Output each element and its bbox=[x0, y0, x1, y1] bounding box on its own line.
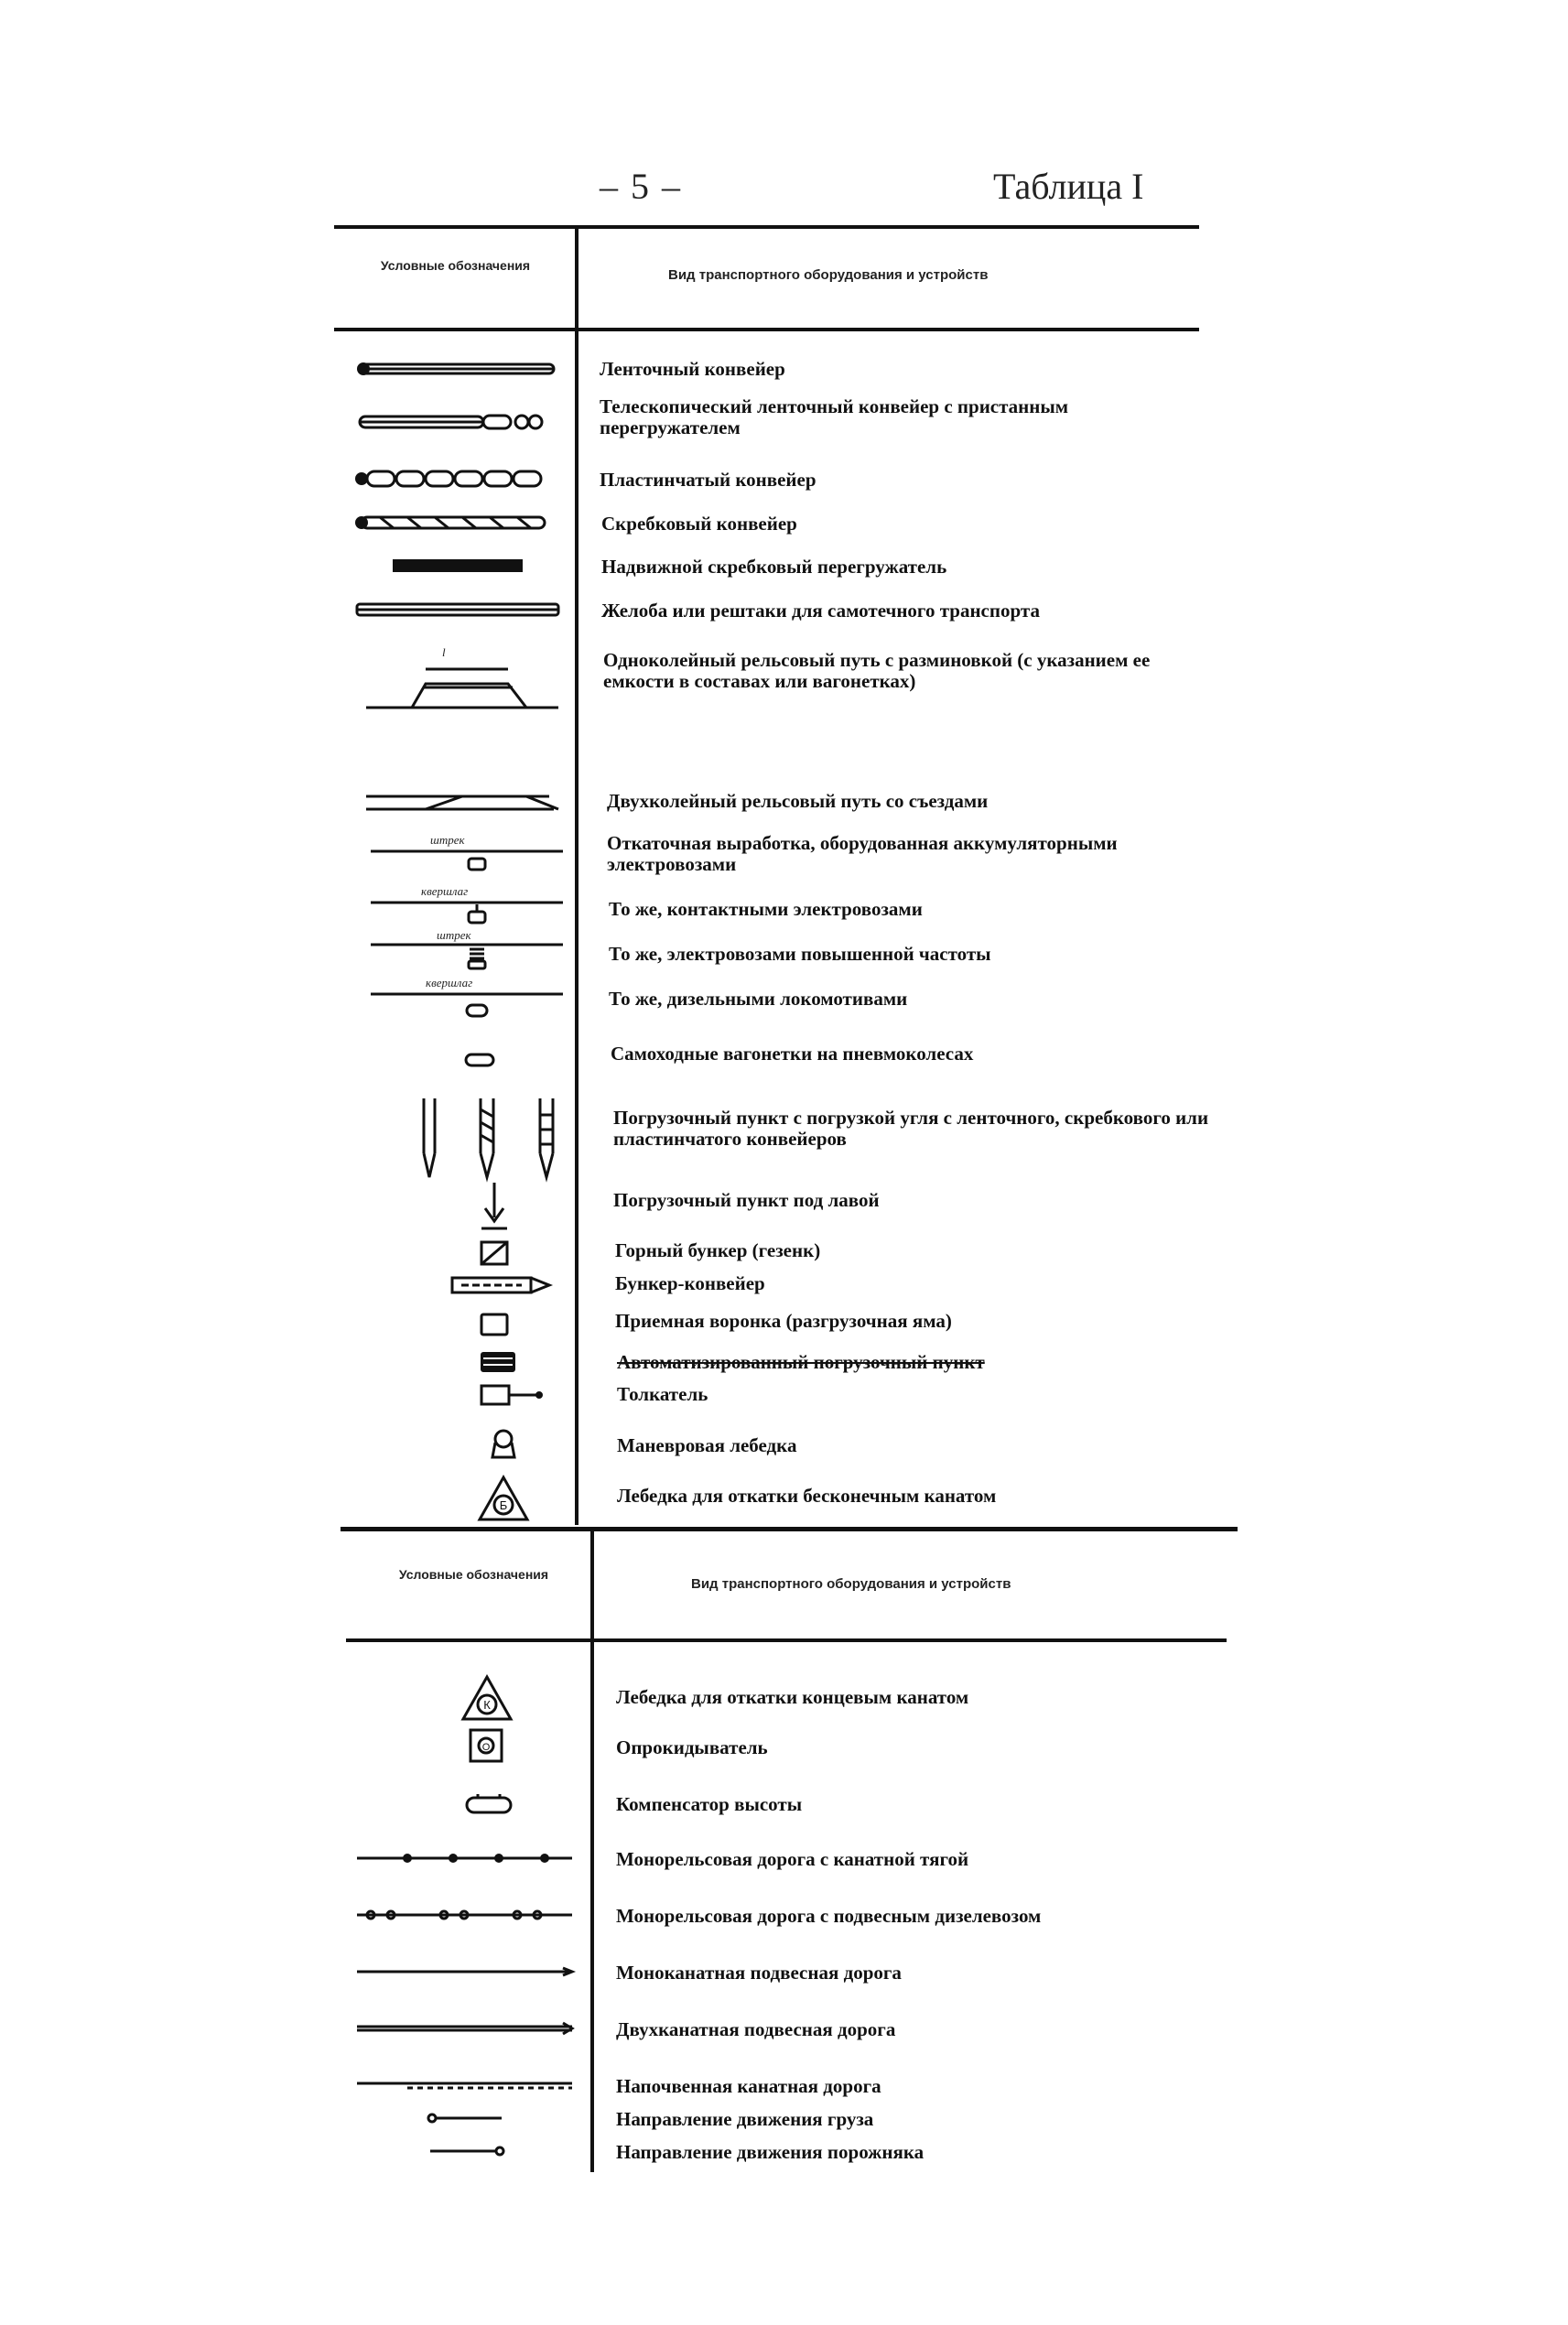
kvershlag-label-2: квершлаг bbox=[426, 976, 473, 989]
winch-k-letter: К bbox=[483, 1698, 491, 1712]
page-number: – 5 – bbox=[600, 166, 682, 207]
row-text-tippler: Опрокидыватель bbox=[616, 1736, 768, 1758]
row-text-trolley-locos: То же, контактными электровозами bbox=[609, 898, 923, 920]
shunting-winch-symbol bbox=[487, 1426, 524, 1466]
header2-left: Условные обозначения bbox=[398, 1567, 549, 1582]
table-title: Таблица I bbox=[993, 166, 1144, 207]
tippler-symbol bbox=[467, 1726, 507, 1767]
row-text-scraper-loader: Надвижной скребковый перегружатель bbox=[601, 556, 947, 578]
scraper-conveyor-symbol bbox=[352, 509, 563, 536]
bunker-conveyor-symbol bbox=[449, 1272, 558, 1300]
loading-under-face-symbol bbox=[476, 1181, 513, 1236]
telescopic-conveyor-symbol bbox=[352, 408, 563, 436]
load-direction-symbol bbox=[421, 2107, 513, 2129]
row-text-loading-under-face: Погрузочный пункт под лавой bbox=[613, 1189, 880, 1211]
automated-loading-symbol bbox=[478, 1349, 524, 1377]
row-text-battery-locos: Откаточная выработка, оборудованная аккумуляторными электровозами bbox=[607, 832, 1118, 875]
row-text-plate-conveyor: Пластинчатый конвейер bbox=[600, 469, 816, 491]
belt-conveyor-symbol bbox=[352, 355, 563, 383]
self-propelled-cars-symbol bbox=[462, 1049, 499, 1071]
pusher-symbol bbox=[478, 1382, 551, 1410]
row-text-pusher: Толкатель bbox=[617, 1383, 708, 1405]
header-right: Вид транспортного оборудования и устройств bbox=[668, 267, 989, 283]
tail-rope-winch-symbol bbox=[460, 1673, 514, 1724]
column-divider-1 bbox=[575, 225, 579, 1525]
header2-right: Вид транспортного оборудования и устройств bbox=[691, 1576, 1011, 1592]
row-text-mine-bunker: Горный бункер (гезенк) bbox=[615, 1239, 821, 1261]
row-text-automated-loading: Автоматизированный погрузочный пункт bbox=[617, 1351, 985, 1373]
row-text-diesel-locos: То же, дизельными локомотивами bbox=[609, 988, 908, 1010]
row-text-chutes: Желоба или рештаки для самотечного транспорта bbox=[601, 600, 1040, 622]
ground-ropeway-symbol bbox=[352, 2074, 581, 2096]
height-compensator-symbol bbox=[463, 1790, 518, 1818]
row-text-monorail-rope: Монорельсовая дорога с канатной тягой bbox=[616, 1848, 969, 1870]
row-text-height-compensator: Компенсатор высоты bbox=[616, 1793, 803, 1815]
row-text-bunker-conveyor: Бункер-конвейер bbox=[615, 1272, 765, 1294]
shtrek-label-1: штрек bbox=[430, 833, 465, 847]
row-text-monocable-ropeway: Моноканатная подвесная дорога bbox=[616, 1962, 902, 1984]
monorail-diesel-symbol bbox=[352, 1904, 581, 1926]
monocable-ropeway-symbol bbox=[352, 1961, 581, 1983]
row-text-receiving-funnel: Приемная воронка (разгрузочная яма) bbox=[615, 1310, 952, 1332]
header-rule bbox=[334, 328, 1199, 331]
row-text-bicable-ropeway: Двухканатная подвесная дорога bbox=[616, 2018, 896, 2040]
trolley-locos-symbol bbox=[362, 879, 568, 925]
single-track-symbol bbox=[362, 636, 568, 719]
row-text-ground-ropeway: Напочвенная канатная дорога bbox=[616, 2075, 881, 2097]
double-track-symbol bbox=[362, 789, 568, 816]
row-text-empty-direction: Направление движения порожняка bbox=[616, 2141, 925, 2163]
row-text-monorail-diesel: Монорельсовая дорога с подвесным дизелевозом bbox=[616, 1905, 1042, 1927]
receiving-funnel-symbol bbox=[478, 1311, 514, 1338]
row-text-self-propelled-cars: Самоходные вагонетки на пневмоколесах bbox=[611, 1043, 974, 1065]
row-text-scraper-conveyor: Скребковый конвейер bbox=[601, 513, 797, 535]
loading-point-symbol bbox=[407, 1097, 572, 1188]
shtrek-label-2: штрек bbox=[437, 928, 471, 942]
battery-locos-symbol bbox=[362, 831, 568, 877]
monorail-rope-symbol bbox=[352, 1847, 581, 1869]
kvershlag-label-1: квершлаг bbox=[421, 884, 469, 898]
diesel-locos-symbol bbox=[362, 972, 568, 1027]
header2-rule bbox=[346, 1638, 1227, 1642]
winch-b-letter: Б bbox=[499, 1498, 508, 1512]
len-label: l bbox=[442, 645, 446, 659]
plate-conveyor-symbol bbox=[352, 465, 563, 492]
row-text-shunting-winch: Маневровая лебедка bbox=[617, 1434, 797, 1456]
header-left: Условные обозначения bbox=[380, 258, 531, 273]
chutes-symbol bbox=[352, 599, 563, 621]
column-divider-2 bbox=[590, 1531, 594, 2172]
row-text-endless-rope-winch: Лебедка для откатки бесконечным канатом bbox=[617, 1485, 997, 1507]
mine-bunker-symbol bbox=[478, 1238, 514, 1268]
section-divider-rule bbox=[341, 1527, 1238, 1531]
row-text-load-direction: Направление движения груза bbox=[616, 2108, 874, 2130]
row-text-single-track: Одноколейный рельсовый путь с разминовкой (с указанием ее емкости в составах или вагонетках) bbox=[603, 649, 1151, 692]
scraper-loader-symbol bbox=[389, 555, 526, 577]
empty-direction-symbol bbox=[421, 2140, 513, 2162]
row-text-hf-locos: То же, электровозами повышенной частоты bbox=[609, 943, 991, 965]
row-text-belt-conveyor: Ленточный конвейер bbox=[600, 358, 785, 380]
top-rule bbox=[334, 225, 1199, 229]
bicable-ropeway-symbol bbox=[352, 2017, 581, 2039]
endless-rope-winch-symbol bbox=[476, 1474, 531, 1524]
row-text-telescopic-conveyor: Телескопический ленточный конвейер с пристанным перегружателем bbox=[600, 395, 1069, 438]
hf-locos-symbol bbox=[362, 925, 568, 970]
row-text-double-track: Двухколейный рельсовый путь со съездами bbox=[607, 790, 989, 812]
row-text-tail-rope-winch: Лебедка для откатки концевым канатом bbox=[616, 1686, 969, 1708]
tippler-letter: О bbox=[481, 1742, 491, 1753]
row-text-loading-point: Погрузочный пункт с погрузкой угля с ленточного, скребкового или пластинчатого конвейеров bbox=[613, 1107, 1209, 1150]
